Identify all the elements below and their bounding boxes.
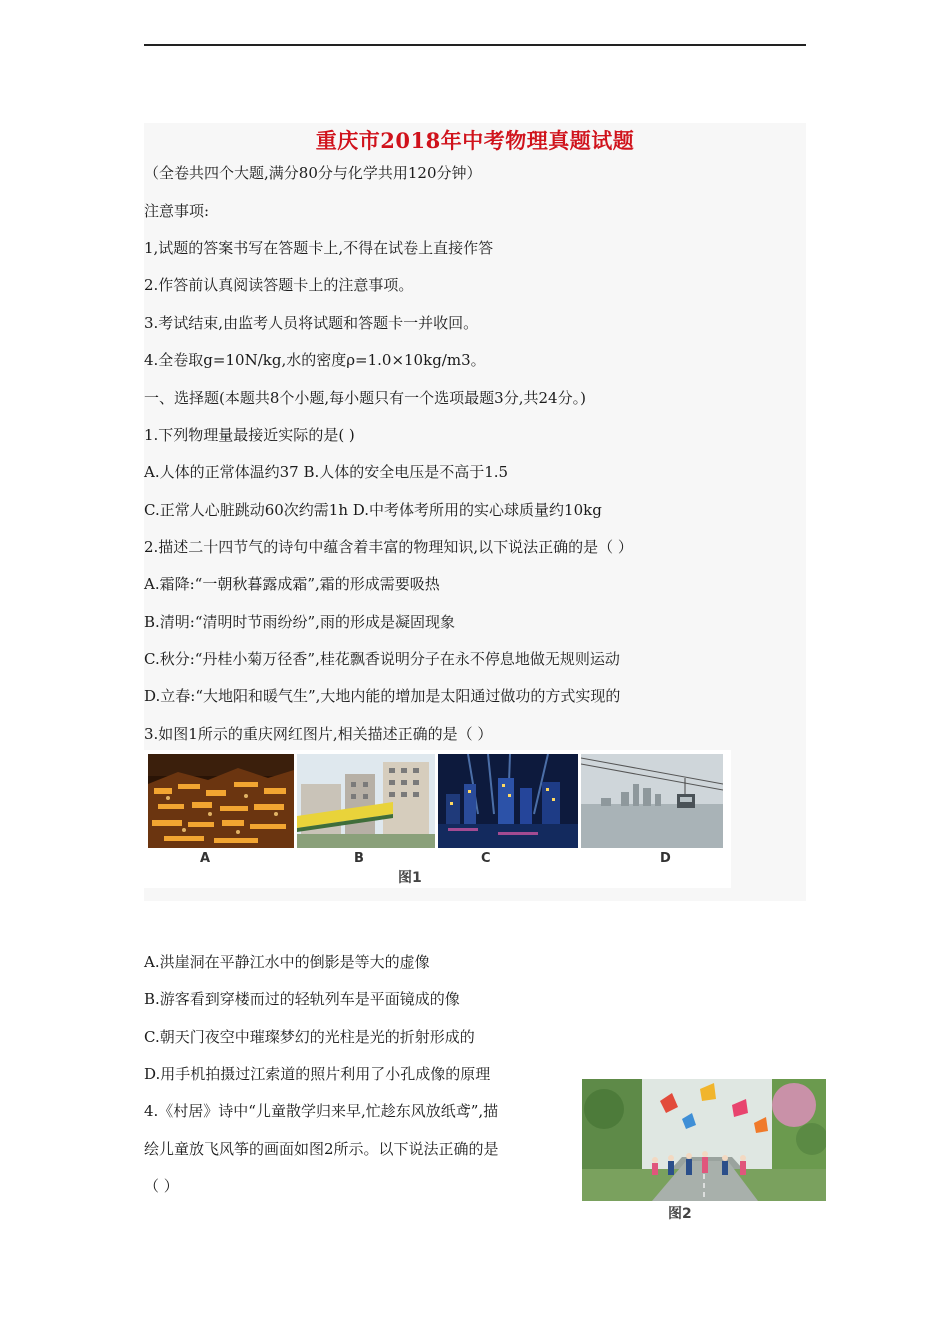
question-4-line-1: 4.《村居》诗中“儿童散学归来早,忙趁东风放纸鸢”,描 [144, 1102, 499, 1120]
note-3: 3.考试结束,由监考人员将试题和答题卡一并收回。 [144, 314, 479, 332]
question-4-line-2: 绘儿童放飞风筝的画面如图2所示。以下说法正确的是 [144, 1140, 499, 1158]
notes-heading: 注意事项: [144, 202, 210, 220]
photo-cable-car [581, 754, 723, 848]
photo-light-rail [297, 754, 435, 848]
question-2-option-b: B.清明:“清明时节雨纷纷”,雨的形成是凝固现象 [144, 613, 455, 631]
question-1-options-cd: C.正常人心脏跳动60次约需1h D.中考体考所用的实心球质量约10kg [144, 501, 602, 519]
note-1: 1,试题的答案书写在答题卡上,不得在试卷上直接作答 [144, 239, 494, 257]
page-title: 重庆市2018年中考物理真题试题 [315, 128, 635, 153]
note-4: 4.全卷取g=10N/kg,水的密度ρ=1.0×10kg/m3。 [144, 351, 486, 369]
question-3-option-d: D.用手机拍摄过江索道的照片利用了小孔成像的原理 [144, 1065, 491, 1083]
question-2-option-a: A.霜降:“一朝秋暮露成霜”,霜的形成需要吸热 [144, 575, 440, 593]
question-2-stem: 2.描述二十四节气的诗句中蕴含着丰富的物理知识,以下说法正确的是（ ） [144, 538, 633, 556]
figure-1-label-a: A [200, 851, 211, 866]
question-3-option-b: B.游客看到穿楼而过的轻轨列车是平面镜成的像 [144, 990, 460, 1008]
question-1-options-ab: A.人体的正常体温约37 B.人体的安全电压是不高于1.5 [144, 463, 509, 481]
question-4-line-3: （ ） [144, 1177, 179, 1195]
photo-light-beams [438, 754, 578, 848]
question-1-stem: 1.下列物理量最接近实际的是( ) [144, 426, 355, 444]
figure-1-label-d: D [660, 851, 671, 866]
figure-1-caption: 图1 [398, 870, 422, 886]
note-2: 2.作答前认真阅读答题卡上的注意事项。 [144, 276, 414, 294]
photo-hongyadong [148, 754, 294, 848]
figure-2-caption: 图2 [668, 1206, 692, 1222]
question-3-option-a: A.洪崖洞在平静江水中的倒影是等大的虚像 [144, 953, 430, 971]
question-2-option-c: C.秋分:“丹桂小菊万径香”,桂花飘香说明分子在永不停息地做无规则运动 [144, 650, 620, 668]
subtitle: （全卷共四个大题,满分80分与化学共用120分钟） [144, 164, 482, 182]
question-2-option-d: D.立春:“大地阳和暖气生”,大地内能的增加是太阳通过做功的方式实现的 [144, 687, 621, 705]
figure-1-label-c: C [481, 851, 491, 866]
question-3-option-c: C.朝天门夜空中璀璨梦幻的光柱是光的折射形成的 [144, 1028, 475, 1046]
figure-1-label-b: B [354, 851, 364, 866]
figure-2-photo [582, 1079, 826, 1201]
section-heading: 一、选择题(本题共8个小题,每小题只有一个选项最题3分,共24分。) [144, 389, 586, 407]
figure-1 [144, 750, 731, 888]
header-rule [144, 44, 806, 46]
question-3-stem: 3.如图1所示的重庆网红图片,相关描述正确的是（ ） [144, 725, 493, 743]
